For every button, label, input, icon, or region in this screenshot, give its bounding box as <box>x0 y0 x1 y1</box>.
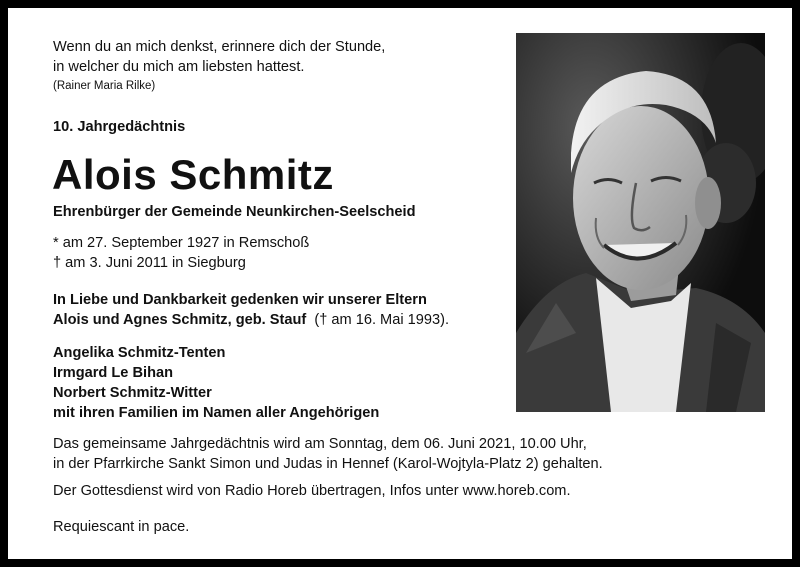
service-line-2: in der Pfarrkirche Sankt Simon und Judas in Hennef (Karol-Wojtyla-Platz 2) gehalten. <box>53 456 603 472</box>
mourner-name: Angelika Schmitz-Tenten <box>53 345 226 361</box>
mother-death-note: († am 16. Mai 1993). <box>314 312 450 328</box>
death-info: † am 3. Juni 2011 in Siegburg <box>53 255 246 271</box>
deceased-name: Alois Schmitz <box>52 151 334 198</box>
mourner-name: Irmgard Le Bihan <box>53 365 174 381</box>
remembrance-line-2 <box>53 310 449 330</box>
broadcast-info: Der Gottesdienst wird von Radio Horeb übertragen, Infos unter www.horeb.com. <box>53 483 571 499</box>
remembrance-line-1: In Liebe und Dankbarkeit gedenken wir unserer Eltern <box>53 292 427 308</box>
mourner-name: Norbert Schmitz-Witter <box>53 385 212 401</box>
honorary-title: Ehrenbürger der Gemeinde Neunkirchen-Seelscheid <box>53 204 416 220</box>
obituary-card <box>8 8 792 559</box>
parents-names: Alois und Agnes Schmitz, geb. Stauf <box>53 312 307 328</box>
closing-line: Requiescant in pace. <box>53 519 190 535</box>
service-line-1: Das gemeinsame Jahrgedächtnis wird am Sonntag, dem 06. Juni 2021, 10.00 Uhr, <box>53 436 587 452</box>
quote-line-1: Wenn du an mich denkst, erinnere dich der Stunde, <box>53 39 386 55</box>
portrait-illustration <box>516 33 765 412</box>
mourners-family-line: mit ihren Familien im Namen aller Angehörigen <box>53 405 380 421</box>
portrait-photo <box>516 33 765 412</box>
quote-author: (Rainer Maria Rilke) <box>53 80 156 92</box>
quote-line-2: in welcher du mich am liebsten hattest. <box>53 59 305 75</box>
anniversary-heading: 10. Jahrgedächtnis <box>53 119 186 135</box>
birth-info: * am 27. September 1927 in Remschoß <box>53 235 310 251</box>
